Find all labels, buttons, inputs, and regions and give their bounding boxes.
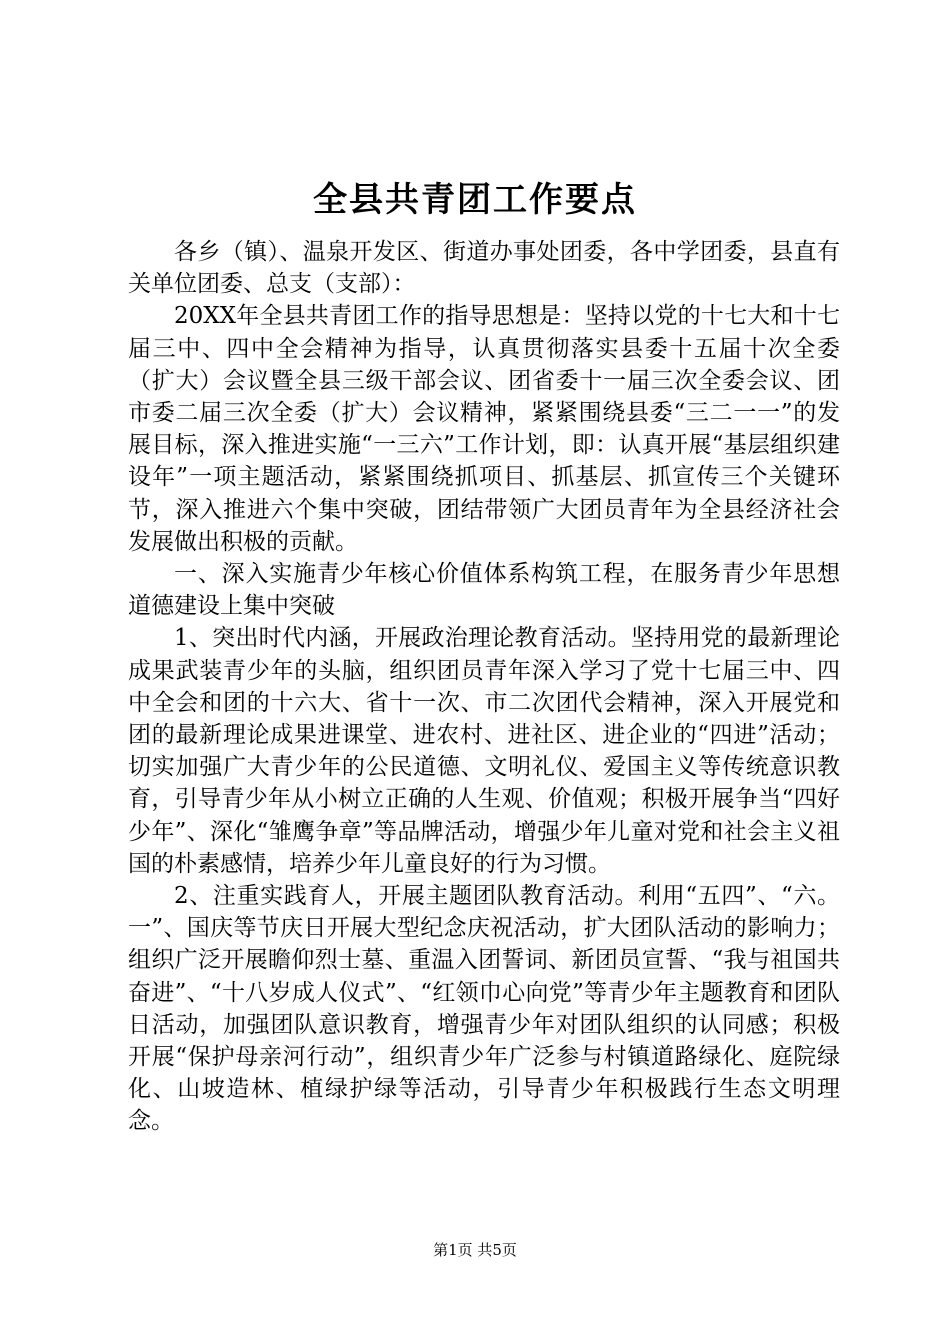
page-number-footer: 第1页 共5页 <box>433 1241 517 1259</box>
section-heading-1: 一、深入实施青少年核心价值体系构筑工程，在服务青少年思想道德建设上集中突破 <box>128 561 840 620</box>
salutation-paragraph: 各乡（镇）、温泉开发区、街道办事处团委，各中学团委，县直有关单位团委、总支（支部）： <box>128 239 840 298</box>
guiding-ideology-paragraph: 20XX年全县共青团工作的指导思想是：坚持以党的十七大和十七届三中、四中全会精神为指导，认真贯彻落实县委十五届十次全委（扩大）会议暨全县三级干部会议、团省委十一届三次全委会议、团市委二届三次全委（扩大）会议精神，紧紧围绕县委“三二一一”的发展目标，深入推进实施“一三六”工作计划，即：认真开展“基层组织建设年”一项主题活动，紧紧围绕抓项目、抓基层、抓宣传三个关键环节，深入推进六个集中突破，团结带领广大团员青年为全县经济社会发展做出积极的贡献。 <box>128 303 840 555</box>
document-body <box>128 236 840 1138</box>
item-1-paragraph: 1、突出时代内涵，开展政治理论教育活动。坚持用党的最新理论成果武装青少年的头脑，组织团员青年深入学习了党十七届三中、四中全会和团的十六大、省十一次、市二次团代会精神，深入开展党和团的最新理论成果进课堂、进农村、进社区、进企业的“四进”活动；切实加强广大青少年的公民道德、文明礼仪、爱国主义等传统意识教育，引导青少年从小树立正确的人生观、价值观；积极开展争当“四好少年”、深化“雏鹰争章”等品牌活动，增强少年儿童对党和社会主义祖国的朴素感情，培养少年儿童良好的行为习惯。 <box>128 625 840 877</box>
item-2-paragraph: 2、注重实践育人，开展主题团队教育活动。利用“五四”、“六。一”、国庆等节庆日开展大型纪念庆祝活动，扩大团队活动的影响力；组织广泛开展瞻仰烈士墓、重温入团誓词、新团员宣誓、“我与祖国共奋进”、“十八岁成人仪式”、“红领巾心向党”等青少年主题教育和团队日活动，加强团队意识教育，增强青少年对团队组织的认同感；积极开展“保护母亲河行动”，组织青少年广泛参与村镇道路绿化、庭院绿化、山坡造林、植绿护绿等活动，引导青少年积极践行生态文明理念。 <box>128 883 840 1135</box>
document-title: 全县共青团工作要点 <box>313 180 637 220</box>
